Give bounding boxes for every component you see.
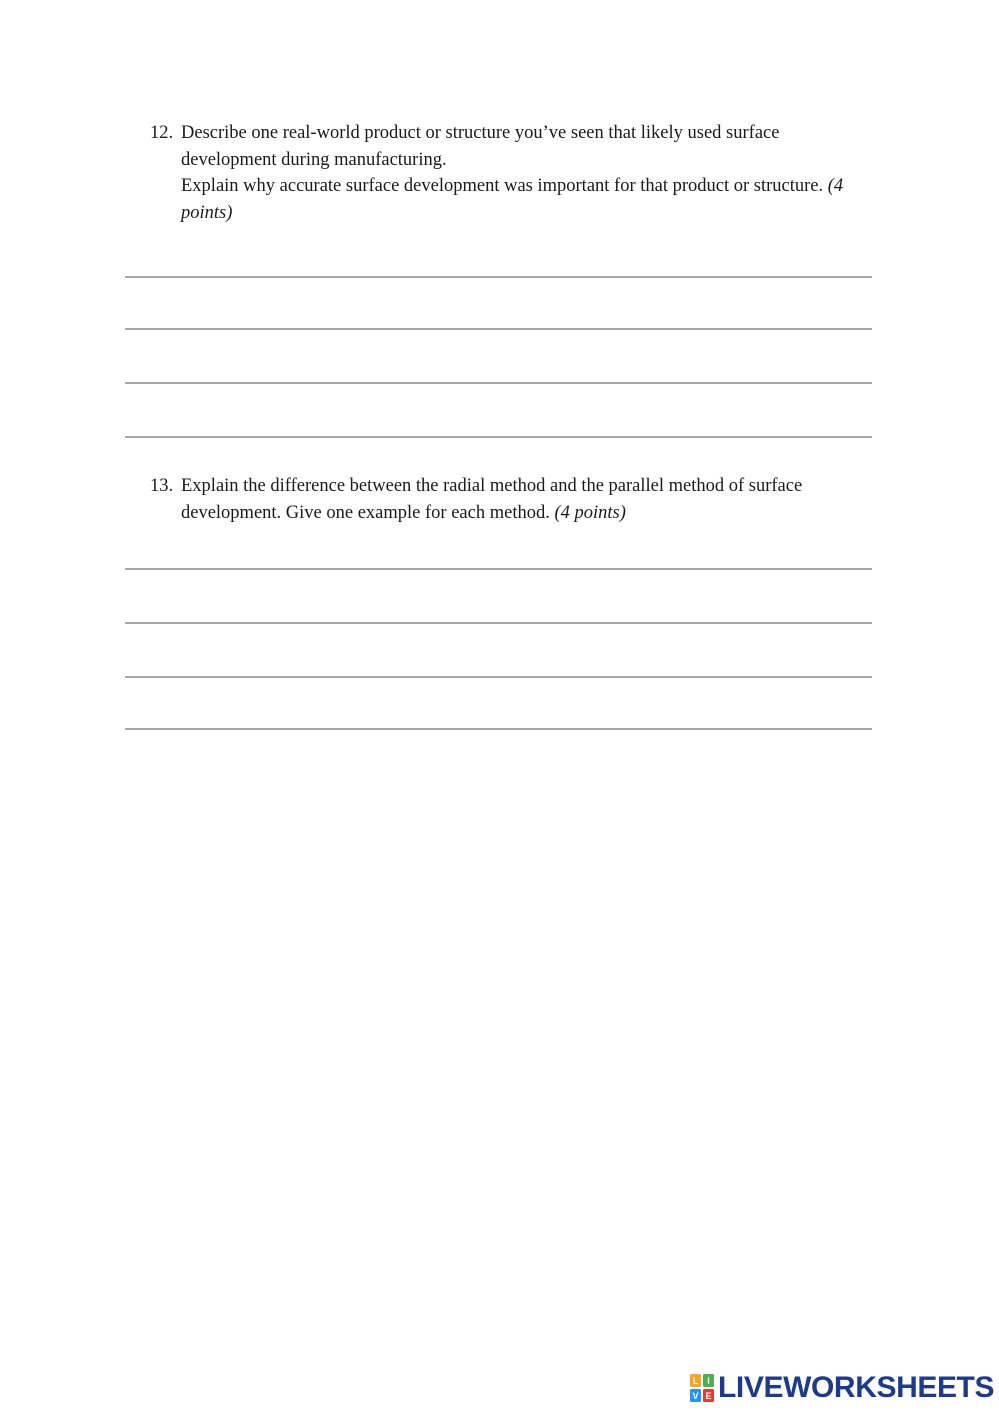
points-label: (4 points) — [181, 176, 844, 223]
question-prompt: Describe one real-world product or structure you’ve seen that likely used surface development during manufacturing. — [181, 123, 780, 170]
answer-line[interactable] — [125, 728, 872, 730]
live-blocks-icon — [690, 1374, 714, 1402]
question-12 — [150, 120, 870, 226]
points-label: (4 points) — [554, 502, 626, 523]
question-text — [181, 120, 870, 226]
question-text — [181, 473, 870, 526]
answer-line[interactable] — [125, 276, 872, 278]
question-number: 12. — [150, 123, 174, 143]
logo-wordmark: LIVEWORKSHEETS — [718, 1371, 995, 1404]
question-13 — [150, 473, 870, 526]
question-prompt-followup: Explain why accurate surface development was important for that product or structure. (4 points) — [181, 176, 844, 223]
liveworksheets-logo — [690, 1372, 994, 1404]
svg-text:I: I — [707, 1376, 710, 1386]
question-prompt: Explain the difference between the radial method and the parallel method of surface development. Give one example for each method. (4 points) — [181, 476, 803, 523]
answer-line[interactable] — [125, 622, 872, 624]
answer-line[interactable] — [125, 568, 872, 570]
question-number: 13. — [150, 476, 174, 496]
answer-line[interactable] — [125, 328, 872, 330]
svg-text:V: V — [692, 1391, 699, 1401]
answer-line[interactable] — [125, 382, 872, 384]
answer-line[interactable] — [125, 436, 872, 438]
svg-text:L: L — [692, 1376, 699, 1386]
svg-text:E: E — [705, 1391, 712, 1401]
answer-line[interactable] — [125, 676, 872, 678]
